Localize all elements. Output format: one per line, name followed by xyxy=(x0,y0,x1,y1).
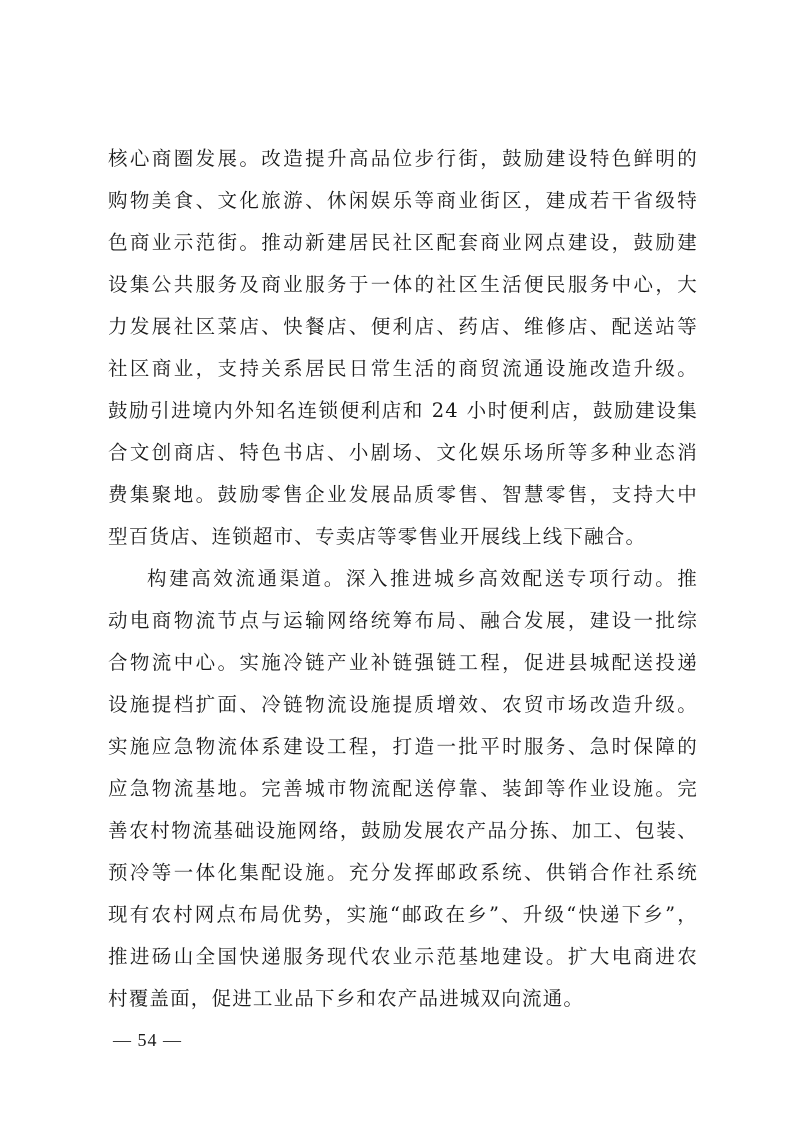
paragraph-last-line: 村覆盖面，促进工业品下乡和农产品进城双向流通。 xyxy=(108,987,585,1010)
text-line: 社区商业，支持关系居民日常生活的商贸流通设施改造升级。 xyxy=(108,357,698,380)
text-line: 核心商圈发展。改造提升高品位步行街，鼓励建设特色鲜明的 xyxy=(108,147,698,170)
text-line: 善农村物流基础设施网络，鼓励发展农产品分拣、加工、包装、 xyxy=(108,819,698,842)
text-line: 力发展社区菜店、快餐店、便利店、药店、维修店、配送站等 xyxy=(108,315,698,338)
text-line: 合文创商店、特色书店、小剧场、文化娱乐场所等多种业态消 xyxy=(108,441,698,464)
text-line: 设集公共服务及商业服务于一体的社区生活便民服务中心，大 xyxy=(108,273,698,296)
paragraph-last-line: 型百货店、连锁超市、专卖店等零售业开展线上线下融合。 xyxy=(108,525,647,548)
text-line: 色商业示范街。推动新建居民社区配套商业网点建设，鼓励建 xyxy=(108,231,698,254)
body-text xyxy=(108,138,698,1020)
text-line: 费集聚地。鼓励零售企业发展品质零售、智慧零售，支持大中 xyxy=(108,483,698,506)
paragraph-first-line: 构建高效流通渠道。深入推进城乡高效配送专项行动。推 xyxy=(147,567,698,590)
text-line: 实施应急物流体系建设工程，打造一批平时服务、急时保障的 xyxy=(108,735,698,758)
text-line: 合物流中心。实施冷链产业补链强链工程，促进县城配送投递 xyxy=(108,651,698,674)
text-line: 设施提档扩面、冷链物流设施提质增效、农贸市场改造升级。 xyxy=(108,693,698,716)
text-line: 推进砀山全国快递服务现代农业示范基地建设。扩大电商进农 xyxy=(108,945,698,968)
text-line: 预冷等一体化集配设施。充分发挥邮政系统、供销合作社系统 xyxy=(108,861,698,884)
page-number: — 54 — xyxy=(113,1030,182,1050)
text-line: 现有农村网点布局优势，实施“邮政在乡”、升级“快递下乡”， xyxy=(108,903,698,926)
text-line: 鼓励引进境内外知名连锁便利店和 24 小时便利店，鼓励建设集 xyxy=(108,399,698,422)
text-line: 动电商物流节点与运输网络统筹布局、融合发展，建设一批综 xyxy=(108,609,698,632)
text-line: 应急物流基地。完善城市物流配送停靠、装卸等作业设施。完 xyxy=(108,777,698,800)
text-line: 购物美食、文化旅游、休闲娱乐等商业街区，建成若干省级特 xyxy=(108,189,698,212)
